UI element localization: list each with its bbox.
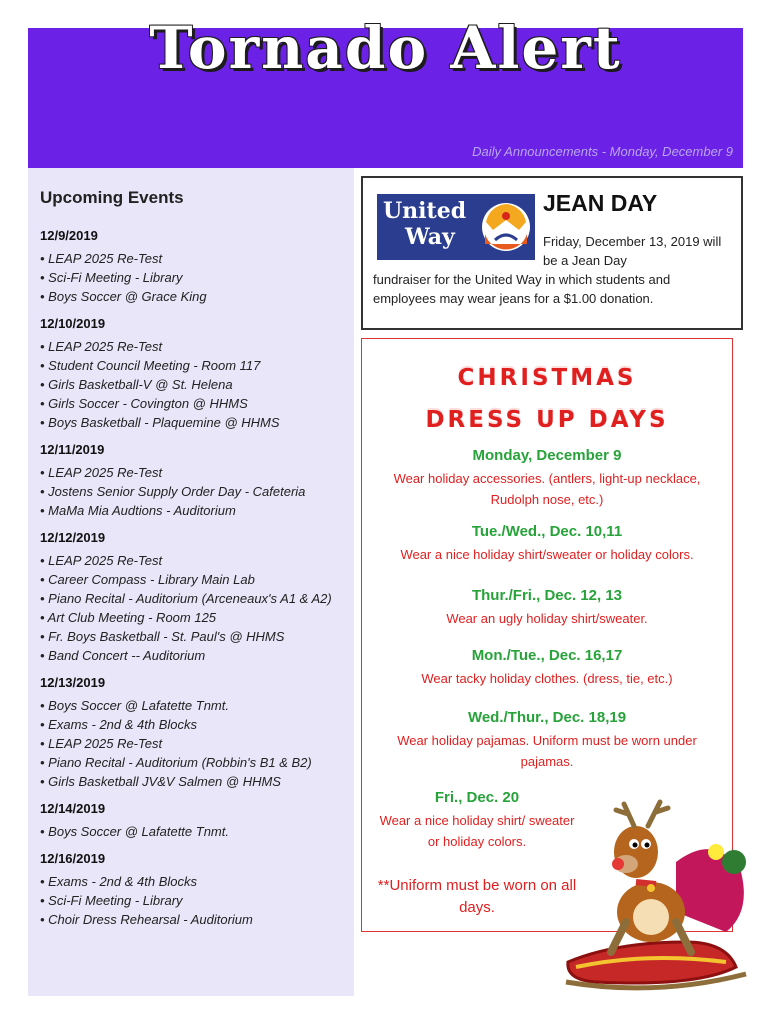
event-item: • Girls Soccer - Covington @ HHMS bbox=[40, 396, 248, 411]
dress-up-day-description: Wear a nice holiday shirt/sweater or holiday colors. bbox=[400, 547, 694, 562]
dress-up-day-description: Wear an ugly holiday shirt/sweater. bbox=[446, 611, 648, 626]
dress-up-day bbox=[392, 447, 702, 510]
united-way-logo-text bbox=[383, 198, 466, 250]
event-date-heading: 12/9/2019 bbox=[40, 228, 98, 243]
event-date-group bbox=[40, 228, 348, 306]
event-date-group bbox=[40, 801, 348, 841]
event-item: • Band Concert -- Auditorium bbox=[40, 648, 206, 663]
events-list bbox=[40, 228, 348, 939]
event-item: • LEAP 2025 Re-Test bbox=[40, 553, 163, 568]
logo-line-1: United bbox=[383, 198, 467, 224]
dress-up-day-heading: Wed./Thur., Dec. 18,19 bbox=[467, 709, 627, 726]
event-date-heading: 12/16/2019 bbox=[40, 851, 106, 866]
event-item: • LEAP 2025 Re-Test bbox=[40, 339, 163, 354]
event-item: • Boys Soccer @ Lafatette Tnmt. bbox=[40, 824, 229, 839]
event-item: • Fr. Boys Basketball - St. Paul's @ HHMS bbox=[40, 629, 285, 644]
christmas-title-line-2: DRESS UP DAYS bbox=[425, 407, 669, 433]
event-item: • Boys Basketball - Plaquemine @ HHMS bbox=[40, 415, 280, 430]
upcoming-events-panel bbox=[28, 168, 354, 996]
united-way-logo bbox=[377, 194, 535, 260]
event-item: • Exams - 2nd & 4th Blocks bbox=[40, 717, 198, 732]
event-date-heading: 12/14/2019 bbox=[40, 801, 106, 816]
dress-up-day-heading: Mon./Tue., Dec. 16,17 bbox=[471, 647, 623, 664]
page-title: Tornado Alert bbox=[149, 14, 622, 82]
logo-line-2: Way bbox=[405, 224, 455, 250]
event-date-group bbox=[40, 442, 348, 520]
jean-day-title: JEAN DAY bbox=[543, 190, 658, 216]
event-item: • MaMa Mia Audtions - Auditorium bbox=[40, 503, 236, 518]
dress-up-day-heading: Thur./Fri., Dec. 12, 13 bbox=[471, 587, 623, 604]
event-item: • Choir Dress Rehearsal - Auditorium bbox=[40, 912, 253, 927]
event-date-heading: 12/11/2019 bbox=[40, 442, 105, 457]
uniform-note: **Uniform must be worn on all days. bbox=[377, 877, 577, 916]
event-item: • Boys Soccer @ Grace King bbox=[40, 289, 207, 304]
jean-day-text-1: Friday, December 13, 2019 will be a Jean Day bbox=[543, 234, 722, 268]
event-item: • Career Compass - Library Main Lab bbox=[40, 572, 255, 587]
dress-up-day bbox=[362, 587, 732, 629]
christmas-title bbox=[362, 357, 732, 441]
event-item: • Piano Recital - Auditorium (Arceneaux's A1 & A2) bbox=[40, 591, 332, 606]
events-heading: Upcoming Events bbox=[40, 188, 184, 207]
event-item: • Student Council Meeting - Room 117 bbox=[40, 358, 261, 373]
dress-up-day bbox=[372, 789, 582, 852]
event-item: • Piano Recital - Auditorium (Robbin's B1 & B2) bbox=[40, 755, 312, 770]
jean-day-box bbox=[361, 176, 743, 330]
event-item: • Sci-Fi Meeting - Library bbox=[40, 893, 183, 908]
event-item: • LEAP 2025 Re-Test bbox=[40, 465, 163, 480]
event-item: • Girls Basketball-V @ St. Helena bbox=[40, 377, 233, 392]
dress-up-day bbox=[362, 523, 732, 565]
dress-up-day-description: Wear holiday pajamas. Uniform must be worn under pajamas. bbox=[397, 733, 697, 769]
banner-overlay bbox=[28, 28, 743, 168]
event-item: • Art Club Meeting - Room 125 bbox=[40, 610, 217, 625]
dress-up-day-heading: Fri., Dec. 20 bbox=[434, 789, 520, 806]
event-item: • Jostens Senior Supply Order Day - Cafeteria bbox=[40, 484, 306, 499]
event-date-heading: 12/13/2019 bbox=[40, 675, 106, 690]
event-item: • Girls Basketball JV&V Salmen @ HHMS bbox=[40, 774, 281, 789]
event-date-group bbox=[40, 530, 348, 665]
page-subtitle: Daily Announcements - Monday, December 9 bbox=[472, 144, 733, 159]
dress-up-day-description: Wear tacky holiday clothes. (dress, tie, etc.) bbox=[421, 671, 673, 686]
event-item: • Boys Soccer @ Lafatette Tnmt. bbox=[40, 698, 229, 713]
reindeer-sled-illustration bbox=[556, 792, 756, 992]
event-date-group bbox=[40, 316, 348, 432]
dress-up-day-description: Wear holiday accessories. (antlers, light-up necklace, Rudolph nose, etc.) bbox=[393, 471, 701, 507]
event-item: • LEAP 2025 Re-Test bbox=[40, 251, 163, 266]
event-item: • LEAP 2025 Re-Test bbox=[40, 736, 163, 751]
event-item: • Sci-Fi Meeting - Library bbox=[40, 270, 183, 285]
christmas-title-line-1: CHRISTMAS bbox=[457, 365, 637, 391]
event-date-group bbox=[40, 851, 348, 929]
jean-day-text-2: fundraiser for the United Way in which students and employees may wear jeans for a $1.00 donation. bbox=[373, 272, 671, 306]
event-date-group bbox=[40, 675, 348, 791]
dress-up-day-description: Wear a nice holiday shirt/ sweater or holiday colors. bbox=[379, 813, 575, 849]
event-item: • Exams - 2nd & 4th Blocks bbox=[40, 874, 198, 889]
event-date-heading: 12/12/2019 bbox=[40, 530, 106, 545]
dress-up-day bbox=[362, 647, 732, 689]
dress-up-day-heading: Monday, December 9 bbox=[472, 447, 622, 464]
united-way-hand-icon bbox=[481, 200, 531, 254]
dress-up-day-heading: Tue./Wed., Dec. 10,11 bbox=[471, 523, 623, 540]
event-date-heading: 12/10/2019 bbox=[40, 316, 106, 331]
dress-up-day bbox=[392, 709, 702, 772]
